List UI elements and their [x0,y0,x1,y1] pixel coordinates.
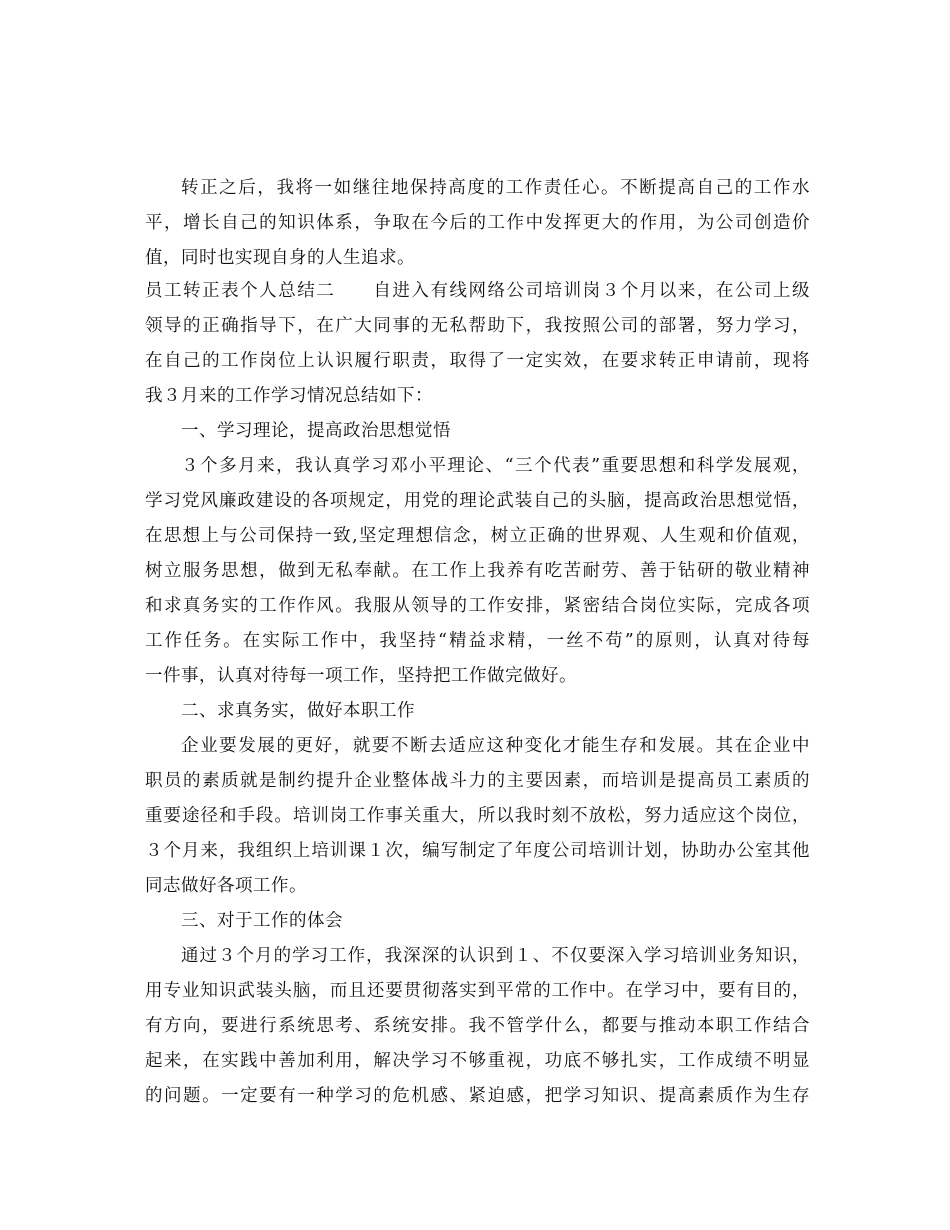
text-line: 同志做好各项工作。 [145,876,307,896]
text-line: 学习党风廉政建设的各项规定，用党的理论武装自己的头脑，提高政治思想觉悟， [145,491,810,511]
text-line: 在自己的工作岗位上认识履行职责，取得了一定实效，在要求转正申请前，现将 [145,351,810,371]
text-line: 平，增长自己的知识体系，争取在今后的工作中发挥更大的作用，为公司创造价 [145,213,810,233]
text-line: 转正之后，我将一如继往地保持高度的工作责任心。不断提高自己的工作水 [181,178,810,198]
text-line: 用专业知识武装头脑，而且还要贯彻落实到平常的工作中。在学习中，要有目的， [145,981,810,1001]
text-line: 在思想上与公司保持一致,坚定理想信念，树立正确的世界观、人生观和价值观， [145,526,810,546]
text-line: 的问题。一定要有一种学习的危机感、紧迫感，把学习知识、提高素质作为生存 [145,1086,810,1106]
text-line: 一件事，认真对待每一项工作，坚持把工作做完做好。 [145,666,577,686]
text-line: 重要途径和手段。培训岗工作事关重大，所以我时刻不放松，努力适应这个岗位， [145,806,810,826]
section-heading: 二、求真务实，做好本职工作 [181,701,415,721]
text-line: 企业要发展的更好，就要不断去适应这种变化才能生存和发展。其在企业中 [181,736,810,756]
text-line: 我３月来的工作学习情况总结如下： [145,386,433,406]
section-title-line: 员工转正表个人总结二 自进入有线网络公司培训岗３个月以来，在公司上级 [145,281,810,301]
text-line: 和求真务实的工作作风。我服从领导的工作安排，紧密结合岗位实际，完成各项 [145,596,810,616]
section-heading: 一、学习理论，提高政治思想觉悟 [181,421,451,441]
text-line: ３个多月来，我认真学习邓小平理论、“三个代表”重要思想和科学发展观， [181,456,810,476]
text-line: ３个月来，我组织上培训课１次，编写制定了年度公司培训计划，协助办公室其他 [145,841,810,861]
text-line: 职员的素质就是制约提升企业整体战斗力的主要因素，而培训是提高员工素质的 [145,771,810,791]
text-line: 工作任务。在实际工作中，我坚持“精益求精，一丝不苟”的原则，认真对待每 [145,631,810,651]
text-line: 通过３个月的学习工作，我深深的认识到１、不仅要深入学习培训业务知识， [181,946,810,966]
text-line: 值，同时也实现自身的人生追求。 [145,248,415,268]
text-line: 领导的正确指导下，在广大同事的无私帮助下，我按照公司的部署，努力学习， [145,316,810,336]
text-line: 树立服务思想，做到无私奉献。在工作上我养有吃苦耐劳、善于钻研的敬业精神 [145,561,810,581]
text-line: 有方向，要进行系统思考、系统安排。我不管学什么，都要与推动本职工作结合 [145,1016,810,1036]
section-heading: 三、对于工作的体会 [181,911,343,931]
text-line: 起来，在实践中善加利用，解决学习不够重视，功底不够扎实，工作成绩不明显 [145,1051,810,1071]
